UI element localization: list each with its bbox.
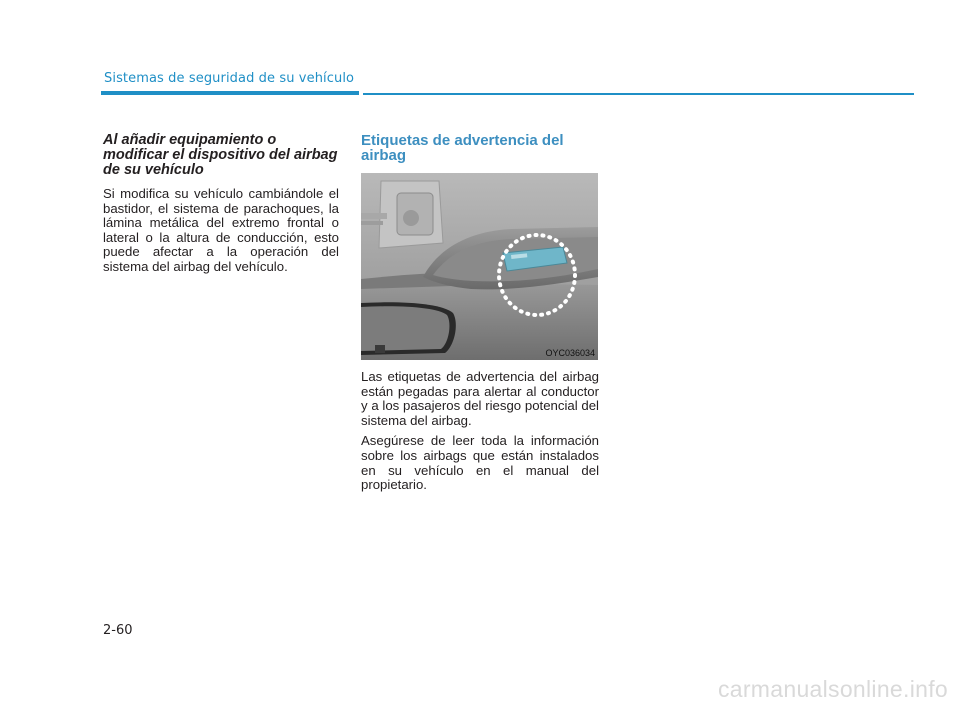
header-rule bbox=[363, 93, 914, 95]
paragraph-warning-labels: Las etiquetas de advertencia del airbag están pegadas para alertar al conductor y a los pasajeros del riesgo potencial del sistema del airbag. bbox=[361, 369, 599, 428]
watermark: carmanualsonline.info bbox=[717, 676, 948, 702]
heading-warning-labels: Etiquetas de advertencia del airbag bbox=[361, 132, 564, 164]
figure-code: OYC036034 bbox=[545, 348, 595, 358]
paragraph-modifications: Si modifica su vehículo cambiándole el bastidor, el sistema de parachoques, la lámina metálica del extremo frontal o lateral o la altura de conducción, esto puede afectar a la operación del sistema del airbag del vehículo. bbox=[103, 186, 339, 274]
airbag-label-photo bbox=[361, 173, 598, 360]
header-rule-accent bbox=[101, 91, 359, 95]
subheading-modifications: Al añadir equipamiento o modificar el dispositivo del airbag de su vehículo bbox=[103, 132, 338, 178]
paragraph-read-manual: Asegúrese de leer toda la información sobre los airbags que están instalados en su vehículo en el manual del propietario. bbox=[361, 433, 599, 493]
middle-column bbox=[361, 133, 599, 499]
section-header-title: Sistemas de seguridad de su vehículo bbox=[104, 71, 355, 86]
sun-visor-illustration bbox=[361, 173, 598, 360]
page-number: 2-60 bbox=[103, 623, 133, 638]
left-column bbox=[103, 133, 339, 281]
